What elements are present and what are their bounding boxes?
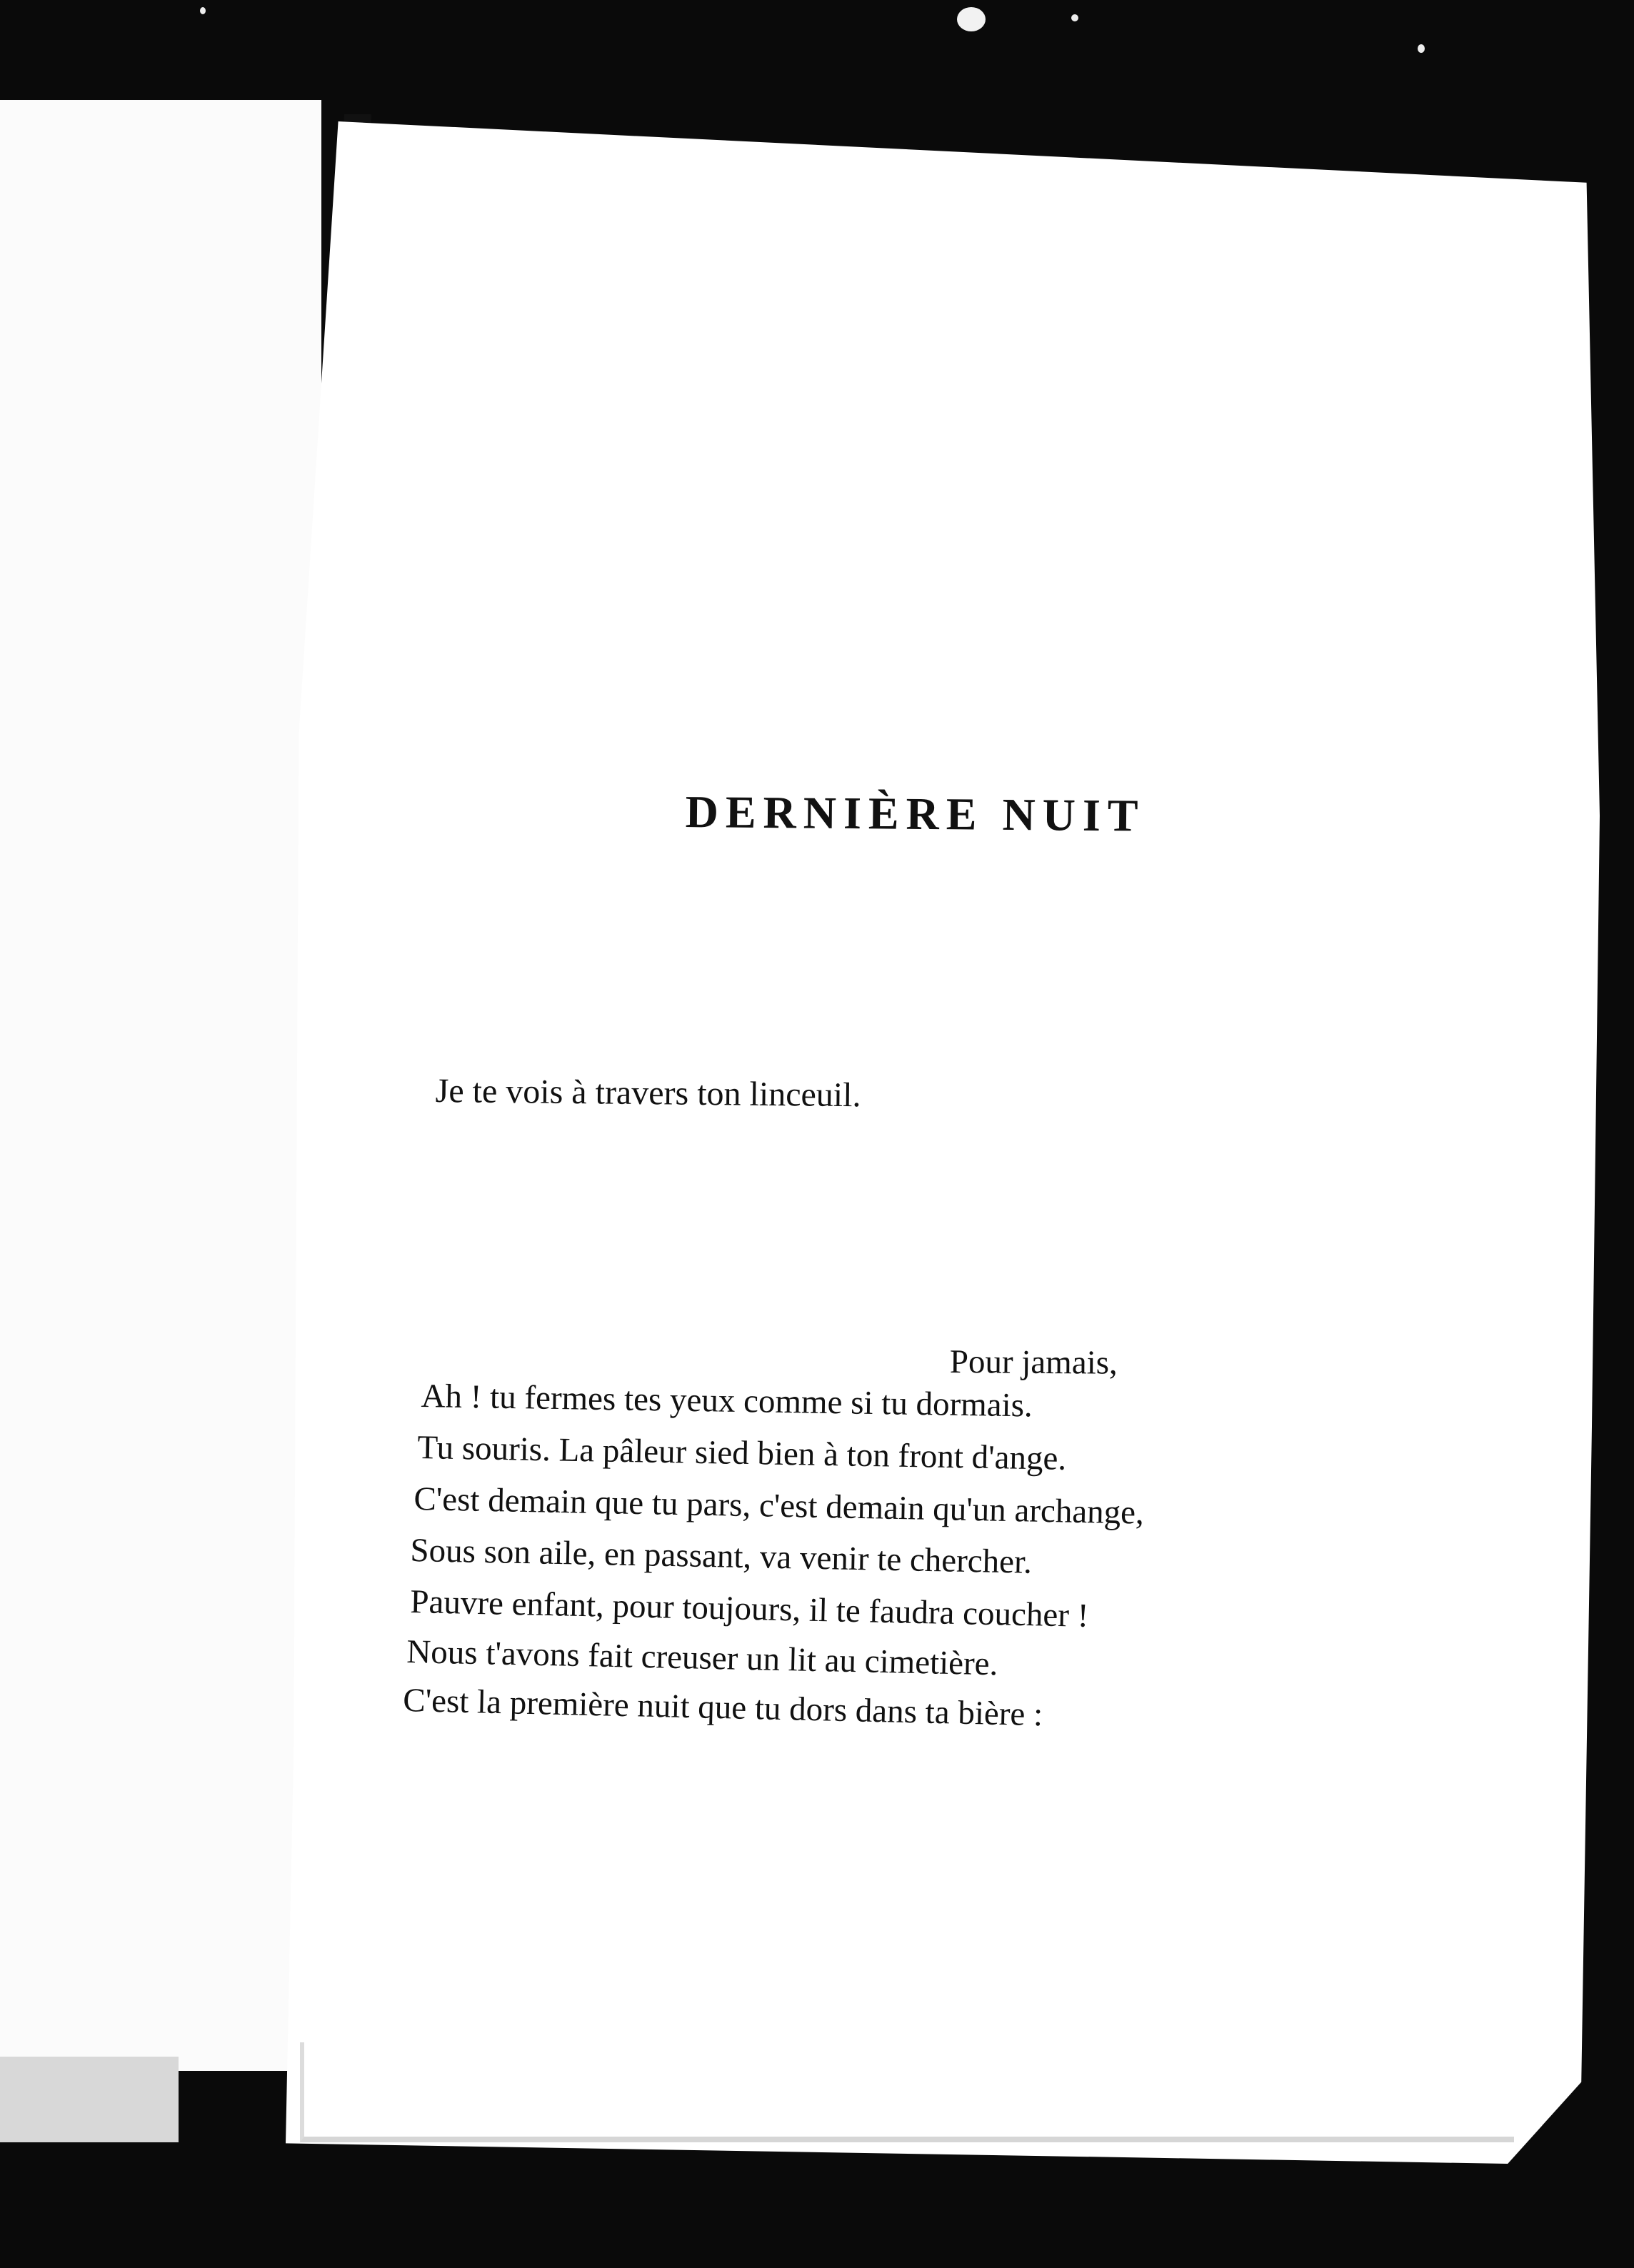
poem-verse-7: Nous t'avons fait creuser un lit au cimetière. xyxy=(406,1632,998,1683)
poem-verse-1: Pour jamais, xyxy=(949,1343,1118,1382)
poem-verse-2: Ah ! tu fermes tes yeux comme si tu dormais. xyxy=(421,1377,1033,1425)
poem-title: DERNIÈRE NUIT xyxy=(685,786,1146,841)
poem-verse-3: Tu souris. La pâleur sied bien à ton front d'ange. xyxy=(417,1428,1067,1477)
poem-verse-5: Sous son aile, en passant, va venir te chercher. xyxy=(409,1531,1033,1581)
poem-verse-8: C'est la première nuit que tu dors dans ta bière : xyxy=(402,1681,1043,1734)
poem-verse-4: C'est demain que tu pars, c'est demain qu'un archange, xyxy=(413,1480,1145,1532)
poem-verse-6: Pauvre enfant, pour toujours, il te faudra coucher ! xyxy=(409,1582,1089,1635)
poem-epigraph: Je te vois à travers ton linceuil. xyxy=(435,1072,861,1115)
